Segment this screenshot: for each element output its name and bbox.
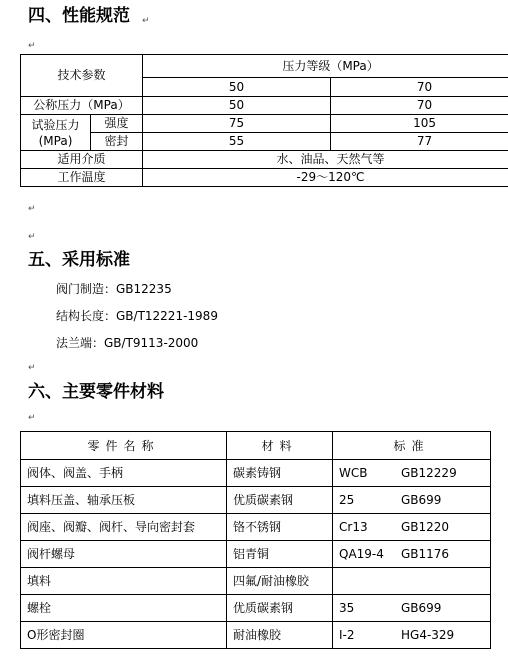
part-name: 填料 (21, 568, 227, 595)
standard-code: GB1220 (401, 520, 450, 534)
paragraph-mark: ↵ (142, 16, 150, 26)
material-header: 材料 (227, 432, 333, 460)
temperature-label: 工作温度 (21, 169, 143, 187)
material: 优质碳素钢 (227, 595, 333, 622)
part-name: O形密封圈 (21, 622, 227, 649)
standard-cell (333, 487, 491, 514)
standard-cell (333, 568, 491, 595)
pressure-grade-header: 压力等级（MPa） (143, 55, 508, 78)
section4-title: 四、性能规范 (28, 6, 130, 26)
materials-table (20, 431, 491, 649)
material: 四氟/耐油橡胶 (227, 568, 333, 595)
material: 优质碳素钢 (227, 487, 333, 514)
standard-cell (333, 622, 491, 649)
grade: Cr13 (339, 520, 368, 534)
grade: I-2 (339, 628, 355, 642)
seal-value: 77 (331, 133, 508, 151)
section6-title: 六、主要零件材料 (28, 382, 164, 402)
standard-cell (333, 460, 491, 487)
grade: QA19-4 (339, 547, 384, 561)
nominal-pressure-label: 公称压力（MPa） (21, 97, 143, 115)
grade-cell: 50 (143, 78, 331, 97)
table-row (21, 460, 491, 487)
part-name-header: 零件名称 (21, 432, 227, 460)
material: 铝青铜 (227, 541, 333, 568)
standard-code: GB699 (401, 493, 442, 507)
standard-line: 阀门制造：GB12235 (56, 282, 172, 296)
table-row (21, 595, 491, 622)
performance-table (20, 54, 508, 187)
medium-value: 水、油品、天然气等 (143, 151, 508, 169)
paragraph-mark: ↵ (28, 232, 36, 242)
section5-title: 五、采用标准 (28, 250, 130, 270)
standard-cell (333, 514, 491, 541)
part-name: 阀杆螺母 (21, 541, 227, 568)
standard-code: HG4-329 (401, 628, 455, 642)
paragraph-mark: ↵ (28, 413, 36, 423)
standard-code: GB1176 (401, 547, 450, 561)
part-name: 阀体、阀盖、手柄 (21, 460, 227, 487)
temperature-value: -29～120℃ (143, 169, 508, 187)
standard-line: 法兰端：GB/T9113-2000 (56, 336, 199, 350)
grade: 25 (339, 493, 355, 507)
grade: WCB (339, 466, 368, 480)
seal-label: 密封 (91, 133, 143, 151)
seal-value: 55 (143, 133, 331, 151)
paragraph-mark: ↵ (28, 363, 36, 373)
medium-label: 适用介质 (21, 151, 143, 169)
material: 铬不锈钢 (227, 514, 333, 541)
test-pressure-label: 试验压力(MPa) (21, 115, 91, 151)
grade-cell: 70 (331, 78, 508, 97)
part-name: 螺栓 (21, 595, 227, 622)
table-row (21, 568, 491, 595)
standard-header: 标准 (333, 432, 491, 460)
table-row (21, 541, 491, 568)
standard-cell (333, 595, 491, 622)
material: 碳素铸钢 (227, 460, 333, 487)
tech-param-header: 技术参数 (21, 55, 143, 97)
paragraph-mark: ↵ (28, 204, 36, 214)
paragraph-mark: ↵ (28, 41, 36, 51)
standard-code: GB12229 (401, 466, 457, 480)
part-name: 填料压盖、轴承压板 (21, 487, 227, 514)
material: 耐油橡胶 (227, 622, 333, 649)
standard-cell (333, 541, 491, 568)
table-row (21, 514, 491, 541)
strength-value: 105 (331, 115, 508, 133)
part-name: 阀座、阀瓣、阀杆、导向密封套 (21, 514, 227, 541)
table-row (21, 487, 491, 514)
standard-line: 结构长度：GB/T12221-1989 (56, 309, 218, 323)
table-row (21, 622, 491, 649)
nominal-value: 50 (143, 97, 331, 115)
strength-label: 强度 (91, 115, 143, 133)
strength-value: 75 (143, 115, 331, 133)
nominal-value: 70 (331, 97, 508, 115)
standard-code: GB699 (401, 601, 442, 615)
grade: 35 (339, 601, 355, 615)
